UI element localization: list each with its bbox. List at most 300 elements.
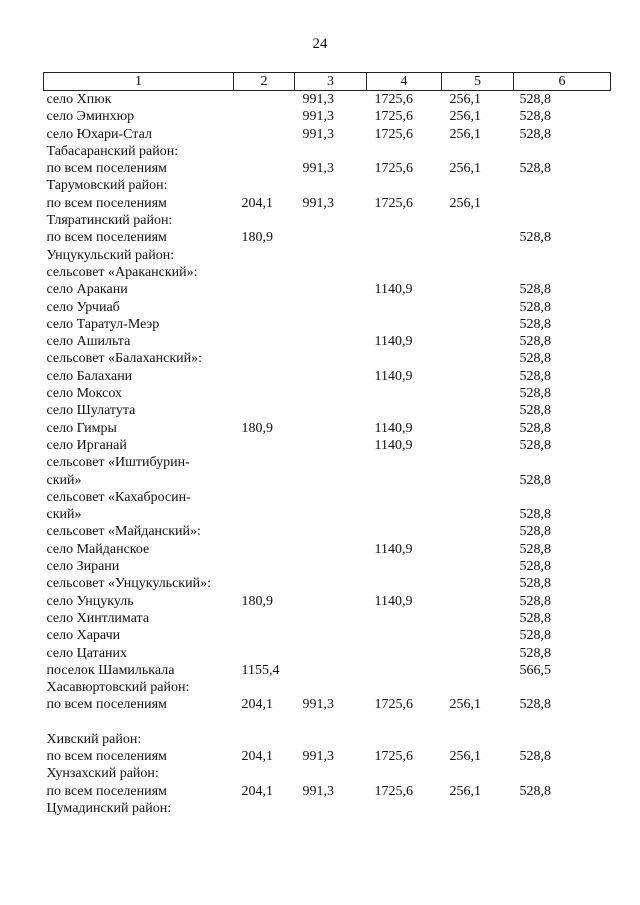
value-col-5: 256,1 <box>449 126 481 142</box>
value-col-2 <box>234 489 295 506</box>
table-row <box>44 541 611 558</box>
value-col-6: 528,8 <box>519 628 551 644</box>
value-col-6: 528,8 <box>519 299 551 315</box>
column-header-2: 2 <box>234 73 295 91</box>
value-col-6: 528,8 <box>519 472 551 488</box>
value-col-6: 528,8 <box>519 386 551 402</box>
table-row <box>44 160 611 177</box>
table-row <box>44 696 611 713</box>
value-col-4 <box>367 506 442 523</box>
value-col-4: 1725,6 <box>374 92 413 107</box>
table-row <box>44 177 611 194</box>
row-label: село Моксох <box>46 386 123 402</box>
value-col-5 <box>442 420 514 437</box>
value-col-4 <box>367 402 442 419</box>
row-label: Тляратинский район: <box>46 213 173 229</box>
value-col-4 <box>367 627 442 644</box>
value-col-5 <box>442 229 514 246</box>
table-row <box>44 679 611 696</box>
row-label: ский» <box>46 507 82 523</box>
table-row <box>44 91 611 109</box>
value-col-3 <box>295 299 367 316</box>
value-col-3 <box>295 281 367 298</box>
table-row <box>44 523 611 540</box>
row-label: Хунзахский район: <box>46 766 159 782</box>
value-col-3 <box>295 212 367 229</box>
value-col-2: 204,1 <box>241 748 273 764</box>
row-label: сельсовет «Унцукульский»: <box>46 576 211 592</box>
value-col-5 <box>442 247 514 264</box>
value-col-3 <box>295 800 367 817</box>
value-col-4: 1725,6 <box>374 748 413 764</box>
value-col-6: 528,8 <box>519 351 551 367</box>
value-col-2 <box>234 350 295 367</box>
value-col-3 <box>295 593 367 610</box>
value-col-2 <box>234 385 295 402</box>
value-col-3 <box>295 402 367 419</box>
value-col-6: 528,8 <box>519 126 551 142</box>
value-col-2: 180,9 <box>241 230 273 246</box>
value-col-2 <box>234 437 295 454</box>
table-row <box>44 126 611 143</box>
table-row <box>44 575 611 592</box>
value-col-2 <box>234 679 295 696</box>
value-col-3 <box>295 558 367 575</box>
value-col-3 <box>295 316 367 333</box>
value-col-5 <box>442 506 514 523</box>
value-col-5: 256,1 <box>449 195 481 211</box>
row-label: село Эминхюр <box>46 109 135 125</box>
value-col-6 <box>514 454 611 471</box>
value-col-6: 528,8 <box>519 748 551 764</box>
page-number: 24 <box>312 36 328 52</box>
value-col-6: 528,8 <box>519 109 551 125</box>
value-col-4 <box>367 299 442 316</box>
value-col-5 <box>442 765 514 782</box>
row-label: село Зирани <box>46 559 120 575</box>
table-row <box>44 765 611 782</box>
value-col-2 <box>234 108 295 125</box>
row-label: село Унцукуль <box>46 593 134 609</box>
value-col-5: 256,1 <box>449 783 481 799</box>
value-col-4: 1725,6 <box>374 195 413 211</box>
value-col-4: 1725,6 <box>374 126 413 142</box>
value-col-4 <box>367 143 442 160</box>
value-col-5 <box>442 489 514 506</box>
table-row <box>44 333 611 350</box>
value-col-5 <box>442 472 514 489</box>
value-col-2 <box>234 472 295 489</box>
table-row <box>44 385 611 402</box>
value-col-6: 528,8 <box>519 230 551 246</box>
column-header-1: 1 <box>44 73 234 91</box>
table-row <box>44 247 611 264</box>
row-label: Тарумовский район: <box>46 178 168 194</box>
value-col-6: 528,8 <box>519 610 551 626</box>
row-label: по всем поселениям <box>46 161 167 177</box>
value-col-5 <box>442 212 514 229</box>
row-label: сельсовет «Араканский»: <box>46 264 198 280</box>
value-col-4 <box>367 212 442 229</box>
value-col-2 <box>234 368 295 385</box>
value-col-3 <box>295 714 367 731</box>
value-col-5 <box>442 264 514 281</box>
value-col-5 <box>442 368 514 385</box>
value-col-5 <box>442 454 514 471</box>
value-col-5 <box>442 800 514 817</box>
value-col-4 <box>367 610 442 627</box>
value-col-6: 528,8 <box>519 783 551 799</box>
value-col-4: 1140,9 <box>374 334 413 350</box>
value-col-3 <box>295 229 367 246</box>
row-label: село Гимры <box>46 420 117 436</box>
value-col-6: 528,8 <box>519 593 551 609</box>
value-col-2: 180,9 <box>241 420 273 436</box>
value-col-3 <box>295 731 367 748</box>
table-row <box>44 506 611 523</box>
value-col-4 <box>367 316 442 333</box>
table-row <box>44 195 611 212</box>
value-col-4 <box>367 800 442 817</box>
value-col-2 <box>234 731 295 748</box>
value-col-6 <box>514 212 611 229</box>
value-col-5 <box>442 541 514 558</box>
table-row <box>44 108 611 125</box>
value-col-4 <box>367 229 442 246</box>
row-label: село Аракани <box>46 282 128 298</box>
value-col-6: 528,8 <box>519 420 551 436</box>
value-col-4: 1725,6 <box>374 161 413 177</box>
header-row <box>44 73 611 91</box>
value-col-2 <box>234 177 295 194</box>
value-col-3: 991,3 <box>302 92 334 107</box>
value-col-3 <box>295 385 367 402</box>
row-label: село Таратул-Меэр <box>46 316 160 332</box>
table-row <box>44 662 611 679</box>
value-col-3 <box>295 368 367 385</box>
value-col-5 <box>442 610 514 627</box>
value-col-6: 528,8 <box>519 403 551 419</box>
value-col-3 <box>295 523 367 540</box>
value-col-5 <box>442 350 514 367</box>
value-col-6 <box>514 731 611 748</box>
value-col-3 <box>295 472 367 489</box>
value-col-2: 180,9 <box>241 593 273 609</box>
value-col-4 <box>367 575 442 592</box>
value-col-5 <box>442 299 514 316</box>
value-col-6: 528,8 <box>519 161 551 177</box>
row-label: село Хинтлимата <box>46 610 150 626</box>
table-row <box>44 299 611 316</box>
value-col-6: 528,8 <box>519 282 551 298</box>
value-col-6 <box>514 143 611 160</box>
row-label: село Шулатута <box>46 403 136 419</box>
value-col-5 <box>442 385 514 402</box>
value-col-3 <box>295 679 367 696</box>
row-label: по всем поселениям <box>46 230 167 246</box>
value-col-3: 991,3 <box>302 109 334 125</box>
value-col-5 <box>442 662 514 679</box>
value-col-4 <box>367 765 442 782</box>
value-col-5: 256,1 <box>449 161 481 177</box>
value-col-2 <box>234 91 295 109</box>
value-col-5 <box>442 316 514 333</box>
value-col-5 <box>442 679 514 696</box>
table-row <box>44 489 611 506</box>
table-row <box>44 714 611 731</box>
value-col-4 <box>367 489 442 506</box>
value-col-2 <box>234 506 295 523</box>
value-col-3 <box>295 627 367 644</box>
value-col-3: 991,3 <box>302 748 334 764</box>
table-row <box>44 281 611 298</box>
value-col-2 <box>234 333 295 350</box>
value-col-3 <box>295 454 367 471</box>
value-col-6 <box>514 264 611 281</box>
value-col-4 <box>367 264 442 281</box>
table-row <box>44 800 611 817</box>
row-label: село Харачи <box>46 628 121 644</box>
value-col-2 <box>234 454 295 471</box>
value-col-4 <box>367 177 442 194</box>
value-col-6: 528,8 <box>519 576 551 592</box>
value-col-2: 204,1 <box>241 195 273 211</box>
table-row <box>44 437 611 454</box>
value-col-4 <box>367 645 442 662</box>
value-col-3: 991,3 <box>302 783 334 799</box>
value-col-6: 528,8 <box>519 316 551 332</box>
value-col-3 <box>295 264 367 281</box>
value-col-2 <box>234 765 295 782</box>
table-row <box>44 593 611 610</box>
table-row <box>44 472 611 489</box>
value-col-3 <box>295 247 367 264</box>
value-col-6: 528,8 <box>519 92 551 107</box>
row-label: по всем поселениям <box>46 748 167 764</box>
row-label: село Цатаних <box>46 645 128 661</box>
row-label: Табасаранский район: <box>46 143 179 159</box>
row-label: село Майданское <box>46 541 150 557</box>
value-col-2 <box>234 126 295 143</box>
value-col-3 <box>295 350 367 367</box>
value-col-5 <box>442 731 514 748</box>
value-col-5 <box>442 402 514 419</box>
value-col-6: 528,8 <box>519 437 551 453</box>
value-col-2: 204,1 <box>241 783 273 799</box>
value-col-2 <box>234 143 295 160</box>
value-col-6: 528,8 <box>519 334 551 350</box>
value-col-2 <box>234 523 295 540</box>
value-col-5 <box>442 523 514 540</box>
value-col-2 <box>234 575 295 592</box>
table-row <box>44 229 611 246</box>
column-header-4: 4 <box>367 73 442 91</box>
value-col-6: 566,5 <box>519 662 551 678</box>
value-col-5: 256,1 <box>449 92 481 107</box>
value-col-5 <box>442 177 514 194</box>
value-col-5: 256,1 <box>449 697 481 713</box>
table-row <box>44 420 611 437</box>
value-col-3 <box>295 765 367 782</box>
value-col-4: 1140,9 <box>374 593 413 609</box>
value-col-6 <box>514 679 611 696</box>
value-col-4: 1140,9 <box>374 420 413 436</box>
value-col-6: 528,8 <box>519 697 551 713</box>
value-col-4: 1140,9 <box>374 368 413 384</box>
value-col-4 <box>367 662 442 679</box>
value-col-4: 1725,6 <box>374 109 413 125</box>
value-col-3: 991,3 <box>302 697 334 713</box>
value-col-6 <box>514 195 611 212</box>
value-col-4 <box>367 523 442 540</box>
row-label: село Ашильта <box>46 334 131 350</box>
value-col-5: 256,1 <box>449 748 481 764</box>
value-col-4 <box>367 558 442 575</box>
value-col-3 <box>295 645 367 662</box>
value-col-3 <box>295 143 367 160</box>
value-col-2 <box>234 402 295 419</box>
value-col-6 <box>514 765 611 782</box>
value-col-5 <box>442 714 514 731</box>
row-label: сельсовет «Майданский»: <box>46 524 201 540</box>
value-col-3 <box>295 662 367 679</box>
value-col-3 <box>295 489 367 506</box>
row-label: Цумадинский район: <box>46 800 172 816</box>
column-header-3: 3 <box>295 73 367 91</box>
table-row <box>44 558 611 575</box>
value-col-5 <box>442 558 514 575</box>
value-col-4 <box>367 454 442 471</box>
value-col-5 <box>442 143 514 160</box>
value-col-6: 528,8 <box>519 524 551 540</box>
value-col-3: 991,3 <box>302 161 334 177</box>
value-col-2 <box>234 299 295 316</box>
value-col-2 <box>234 800 295 817</box>
value-col-4: 1140,9 <box>374 282 413 298</box>
value-col-2 <box>234 541 295 558</box>
row-label: сельсовет «Балаханский»: <box>46 351 203 367</box>
value-col-3 <box>295 506 367 523</box>
value-col-6: 528,8 <box>519 541 551 557</box>
row-label: ский» <box>46 472 82 488</box>
row-label: село Ирганай <box>46 437 127 453</box>
row-label: Хивский район: <box>46 731 142 747</box>
column-header-5: 5 <box>442 73 514 91</box>
value-col-5 <box>442 593 514 610</box>
value-col-3 <box>295 610 367 627</box>
row-label: сельсовет «Иштибурин- <box>46 455 190 471</box>
value-col-2 <box>234 316 295 333</box>
value-col-4: 1725,6 <box>374 783 413 799</box>
value-col-2 <box>234 714 295 731</box>
value-col-5 <box>442 281 514 298</box>
value-col-6 <box>514 177 611 194</box>
value-col-5: 256,1 <box>449 109 481 125</box>
row-label: село Хпюк <box>46 92 112 107</box>
value-col-4: 1140,9 <box>374 541 413 557</box>
table-row <box>44 212 611 229</box>
value-col-6 <box>514 489 611 506</box>
value-col-6: 528,8 <box>519 645 551 661</box>
row-label: по всем поселениям <box>46 195 167 211</box>
table-header <box>44 73 611 91</box>
table-row <box>44 316 611 333</box>
value-col-2: 204,1 <box>241 697 273 713</box>
row-label: по всем поселениям <box>46 783 167 799</box>
column-header-6: 6 <box>514 73 611 91</box>
value-col-2 <box>234 247 295 264</box>
value-col-5 <box>442 627 514 644</box>
value-col-4 <box>367 679 442 696</box>
value-col-2 <box>234 281 295 298</box>
value-col-2 <box>234 627 295 644</box>
row-label: сельсовет «Кахабросин- <box>46 489 191 505</box>
data-table <box>43 72 611 817</box>
value-col-3 <box>295 420 367 437</box>
value-col-3 <box>295 575 367 592</box>
value-col-3 <box>295 541 367 558</box>
table-body <box>44 91 611 818</box>
value-col-2 <box>234 264 295 281</box>
value-col-2: 1155,4 <box>241 662 280 678</box>
table-row <box>44 143 611 160</box>
value-col-6: 528,8 <box>519 368 551 384</box>
value-col-3 <box>295 177 367 194</box>
table-row <box>44 350 611 367</box>
value-col-6: 528,8 <box>519 559 551 575</box>
table-row <box>44 264 611 281</box>
value-col-4 <box>367 247 442 264</box>
table-row <box>44 610 611 627</box>
value-col-6 <box>514 800 611 817</box>
value-col-2 <box>234 645 295 662</box>
row-label: село Балахани <box>46 368 133 384</box>
value-col-4 <box>367 385 442 402</box>
value-col-4 <box>367 472 442 489</box>
value-col-3: 991,3 <box>302 126 334 142</box>
row-label: Хасавюртовский район: <box>46 680 190 696</box>
value-col-2 <box>234 160 295 177</box>
value-col-3 <box>295 437 367 454</box>
value-col-6: 528,8 <box>519 507 551 523</box>
value-col-2 <box>234 610 295 627</box>
value-col-3 <box>295 333 367 350</box>
table-row <box>44 454 611 471</box>
value-col-5 <box>442 437 514 454</box>
row-label <box>44 714 234 731</box>
row-label: по всем поселениям <box>46 697 167 713</box>
value-col-5 <box>442 333 514 350</box>
table-row <box>44 645 611 662</box>
table-row <box>44 402 611 419</box>
value-col-4 <box>367 714 442 731</box>
value-col-4 <box>367 350 442 367</box>
table-row <box>44 748 611 765</box>
value-col-4: 1725,6 <box>374 697 413 713</box>
table-row <box>44 783 611 800</box>
row-label: поселок Шамилькала <box>46 662 175 678</box>
table-row <box>44 627 611 644</box>
table-row <box>44 731 611 748</box>
value-col-4: 1140,9 <box>374 437 413 453</box>
value-col-6 <box>514 714 611 731</box>
row-label: Унцукульский район: <box>46 247 175 263</box>
value-col-4 <box>367 731 442 748</box>
row-label: село Юхари-Стал <box>46 126 152 142</box>
table-row <box>44 368 611 385</box>
value-col-5 <box>442 575 514 592</box>
value-col-3: 991,3 <box>302 195 334 211</box>
